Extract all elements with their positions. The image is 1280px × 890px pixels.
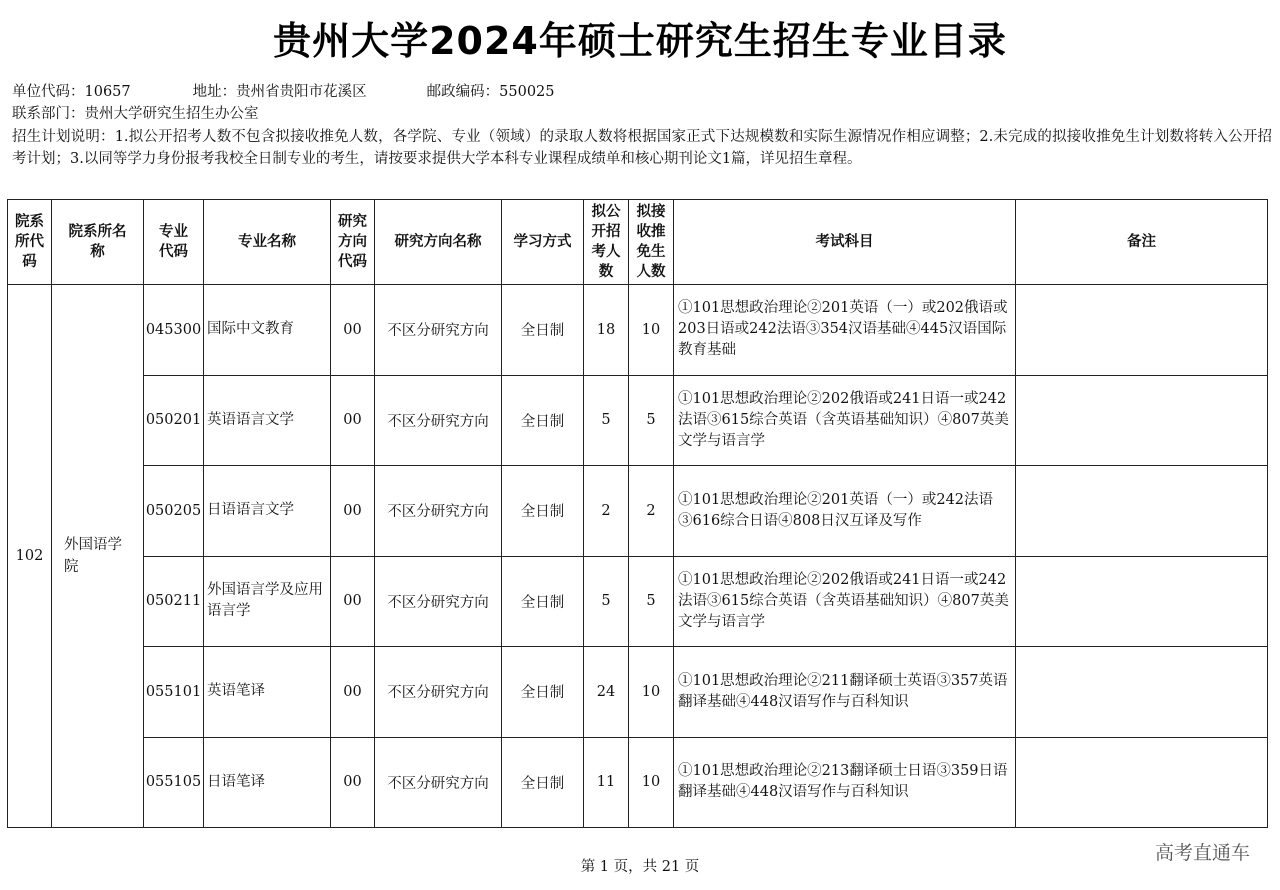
unit-info-line <box>12 82 555 102</box>
major-name-cell: 英语笔译 <box>204 647 331 738</box>
unit-code-label: 单位代码： <box>12 84 85 100</box>
table-row <box>8 375 1268 466</box>
enrollment-plan-note: 招生计划说明：1.拟公开招考人数不包含拟接收推免人数，各学院、专业（领域）的录取人数将根据国家正式下达规模数和实际生源情况作相应调整；2.未完成的拟接收推免生计划数将转入公开招考计划；3.以同等学力身份报考我校全日制专业的考生，请按要求提供大学本科专业课程成绩单和核心期刊论文1篇，详见招生章程。 <box>12 129 1272 167</box>
exempt-count-cell: 5 <box>629 556 674 647</box>
header-dept-name: 院系所名称 <box>52 200 144 285</box>
public-count-cell: 2 <box>584 466 629 557</box>
direction-name-cell: 不区分研究方向 <box>375 556 502 647</box>
contact-dept: 贵州大学研究生招生办公室 <box>84 106 259 122</box>
header-direction-code: 研究方向代码 <box>331 200 375 285</box>
major-code-cell: 050201 <box>144 375 204 466</box>
watermark: 高考直通车 <box>1154 842 1250 864</box>
remark-cell <box>1016 737 1268 828</box>
public-count-cell: 24 <box>584 647 629 738</box>
direction-code-cell: 00 <box>331 737 375 828</box>
exam-subjects-cell: ①101思想政治理论②201英语（一）或202俄语或203日语或242法语③354汉语基础④445汉语国际教育基础 <box>674 285 1016 376</box>
dept-label: 联系部门： <box>12 106 85 122</box>
direction-code-cell: 00 <box>331 647 375 738</box>
dept-name-cell: 外国语学院 <box>52 285 144 828</box>
study-mode-cell: 全日制 <box>502 285 584 376</box>
exam-subjects-cell: ①101思想政治理论②201英语（一）或242法语③616综合日语④808日汉互译及写作 <box>674 466 1016 557</box>
contact-dept-line <box>12 104 259 124</box>
header-dept-code: 院系所代码 <box>8 200 52 285</box>
direction-name-cell: 不区分研究方向 <box>375 466 502 557</box>
remark-cell <box>1016 647 1268 738</box>
exempt-count-cell: 10 <box>629 285 674 376</box>
direction-code-cell: 00 <box>331 375 375 466</box>
remark-cell <box>1016 556 1268 647</box>
study-mode-cell: 全日制 <box>502 647 584 738</box>
direction-name-cell: 不区分研究方向 <box>375 375 502 466</box>
page-number: 第 1 页，共 21 页 <box>580 859 700 875</box>
header-major-code: 专业代码 <box>144 200 204 285</box>
exam-subjects-cell: ①101思想政治理论②202俄语或241日语一或242法语③615综合英语（含英语基础知识）④807英美文学与语言学 <box>674 375 1016 466</box>
table-header-row <box>8 200 1268 285</box>
major-name-cell: 日语笔译 <box>204 737 331 828</box>
public-count-cell: 18 <box>584 285 629 376</box>
exempt-count-cell: 2 <box>629 466 674 557</box>
direction-code-cell: 00 <box>331 466 375 557</box>
major-catalog-table <box>7 199 1268 828</box>
unit-code: 10657 <box>84 84 131 100</box>
direction-name-cell: 不区分研究方向 <box>375 647 502 738</box>
table-row <box>8 466 1268 557</box>
direction-code-cell: 00 <box>331 556 375 647</box>
study-mode-cell: 全日制 <box>502 375 584 466</box>
header-study-mode: 学习方式 <box>502 200 584 285</box>
study-mode-cell: 全日制 <box>502 466 584 557</box>
dept-code-cell: 102 <box>8 285 52 828</box>
public-count-cell: 5 <box>584 375 629 466</box>
major-code-cell: 045300 <box>144 285 204 376</box>
header-remark: 备注 <box>1016 200 1268 285</box>
exam-subjects-cell: ①101思想政治理论②213翻译硕士日语③359日语翻译基础④448汉语写作与百科知识 <box>674 737 1016 828</box>
exempt-count-cell: 10 <box>629 647 674 738</box>
direction-name-cell: 不区分研究方向 <box>375 285 502 376</box>
header-exempt-count: 拟接收推免生人数 <box>629 200 674 285</box>
direction-name-cell: 不区分研究方向 <box>375 737 502 828</box>
major-name-cell: 外国语言学及应用语言学 <box>204 556 331 647</box>
direction-code-cell: 00 <box>331 285 375 376</box>
exempt-count-cell: 10 <box>629 737 674 828</box>
table-row <box>8 556 1268 647</box>
postcode-label: 邮政编码： <box>426 84 500 100</box>
major-code-cell: 055101 <box>144 647 204 738</box>
public-count-cell: 5 <box>584 556 629 647</box>
remark-cell <box>1016 285 1268 376</box>
exam-subjects-cell: ①101思想政治理论②202俄语或241日语一或242法语③615综合英语（含英语基础知识）④807英美文学与语言学 <box>674 556 1016 647</box>
postcode: 550025 <box>499 84 555 100</box>
exam-subjects-cell: ①101思想政治理论②211翻译硕士英语③357英语翻译基础④448汉语写作与百科知识 <box>674 647 1016 738</box>
header-major-name: 专业名称 <box>204 200 331 285</box>
table-row <box>8 647 1268 738</box>
major-name-cell: 日语语言文学 <box>204 466 331 557</box>
exempt-count-cell: 5 <box>629 375 674 466</box>
header-direction-name: 研究方向名称 <box>375 200 502 285</box>
major-code-cell: 050205 <box>144 466 204 557</box>
major-code-cell: 055105 <box>144 737 204 828</box>
public-count-cell: 11 <box>584 737 629 828</box>
remark-cell <box>1016 375 1268 466</box>
remark-cell <box>1016 466 1268 557</box>
major-name-cell: 国际中文教育 <box>204 285 331 376</box>
header-exam-subjects: 考试科目 <box>674 200 1016 285</box>
major-code-cell: 050211 <box>144 556 204 647</box>
header-public-count: 拟公开招考人数 <box>584 200 629 285</box>
major-name-cell: 英语语言文学 <box>204 375 331 466</box>
address-label: 地址： <box>192 84 237 100</box>
study-mode-cell: 全日制 <box>502 556 584 647</box>
table-row <box>8 737 1268 828</box>
table-row <box>8 285 1268 376</box>
address: 贵州省贵阳市花溪区 <box>236 84 367 100</box>
page-title: 贵州大学2024年硕士研究生招生专业目录 <box>273 19 1007 63</box>
study-mode-cell: 全日制 <box>502 737 584 828</box>
